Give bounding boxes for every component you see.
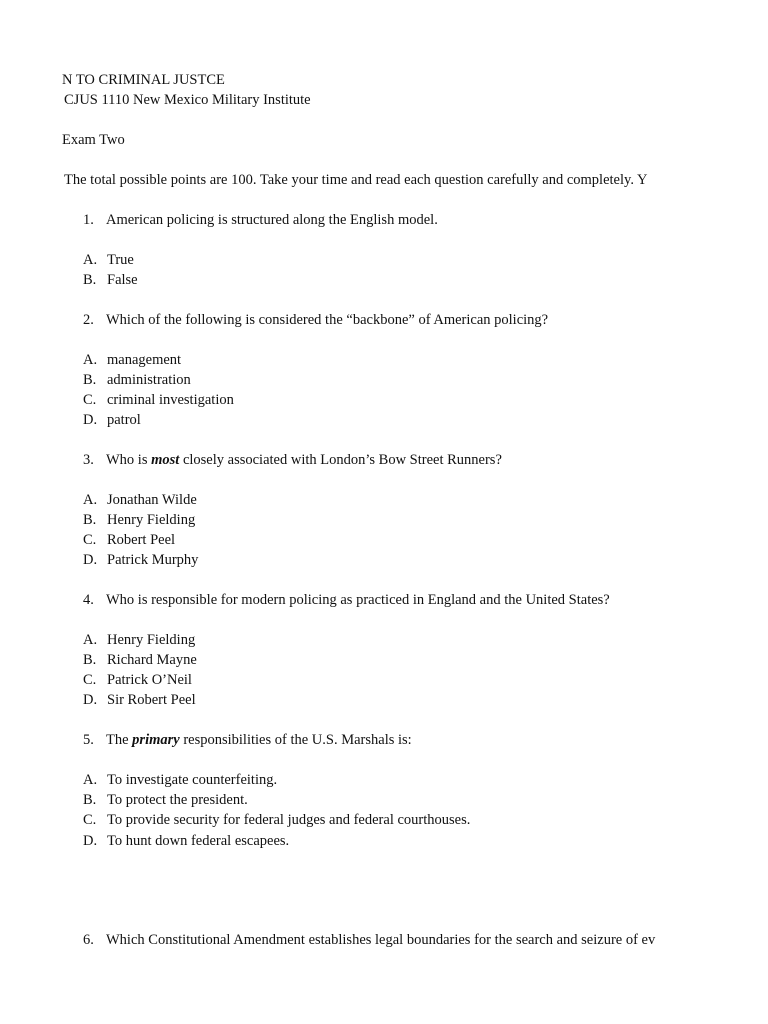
option-text: Henry Fielding [107,512,196,528]
option-text: management [107,352,182,368]
question-text [106,731,412,749]
option-letter: A. [83,492,98,508]
option-letter: B. [83,272,97,288]
question-number: 3. [83,452,94,468]
option-text: Richard Mayne [107,652,197,668]
question-text: Who is responsible for modern policing as practiced in England and the United States? [106,592,610,608]
question-text: Which of the following is considered the “backbone” of American policing? [106,312,549,328]
option-letter: B. [83,792,97,808]
option-text: administration [107,372,191,388]
question-text: American policing is structured along the English model. [106,212,438,228]
question-number: 4. [83,592,94,608]
question-text [106,451,502,469]
option-letter: D. [83,552,98,568]
option-letter: A. [83,632,98,648]
instructions: The total possible points are 100. Take your time and read each question carefully and completely. Y [64,172,648,188]
option-text: To provide security for federal judges and federal courthouses. [107,812,471,828]
option-text: criminal investigation [107,392,234,408]
option-letter: C. [83,812,97,828]
emphasis-word: most [151,452,180,468]
option-text: To protect the president. [107,792,248,808]
question-number: 6. [83,932,94,948]
option-text: patrol [107,412,141,428]
option-letter: D. [83,412,98,428]
option-text: To investigate counterfeiting. [107,772,278,788]
option-letter: B. [83,512,97,528]
option-letter: A. [83,252,98,268]
option-text: Sir Robert Peel [107,692,196,708]
option-letter: B. [83,372,97,388]
option-text: True [107,252,134,268]
question-text-end: closely associated with London’s Bow Street Runners? [179,452,502,468]
question-number: 1. [83,212,94,228]
question-text-start: Who is [106,452,152,468]
question-text: Which Constitutional Amendment establishes legal boundaries for the search and seizure of ev [106,932,656,948]
option-letter: A. [83,352,98,368]
question-text-end: responsibilities of the U.S. Marshals is: [179,732,412,748]
option-text: Robert Peel [107,532,176,548]
question-text-start: The [106,732,133,748]
course-title: N TO CRIMINAL JUSTCE [62,72,225,88]
option-text: To hunt down federal escapees. [107,833,290,849]
option-letter: B. [83,652,97,668]
option-text: Patrick O’Neil [107,672,192,688]
option-text: Jonathan Wilde [107,492,197,508]
course-info: CJUS 1110 New Mexico Military Institute [64,92,311,108]
option-letter: D. [83,833,98,849]
question-number: 2. [83,312,94,328]
emphasis-word: primary [132,732,180,748]
option-text: Henry Fielding [107,632,196,648]
option-letter: C. [83,672,97,688]
exam-name: Exam Two [62,132,125,148]
option-text: Patrick Murphy [107,552,199,568]
option-text: False [107,272,138,288]
question-number: 5. [83,732,94,748]
option-letter: A. [83,772,98,788]
option-letter: C. [83,392,97,408]
option-letter: C. [83,532,97,548]
option-letter: D. [83,692,98,708]
